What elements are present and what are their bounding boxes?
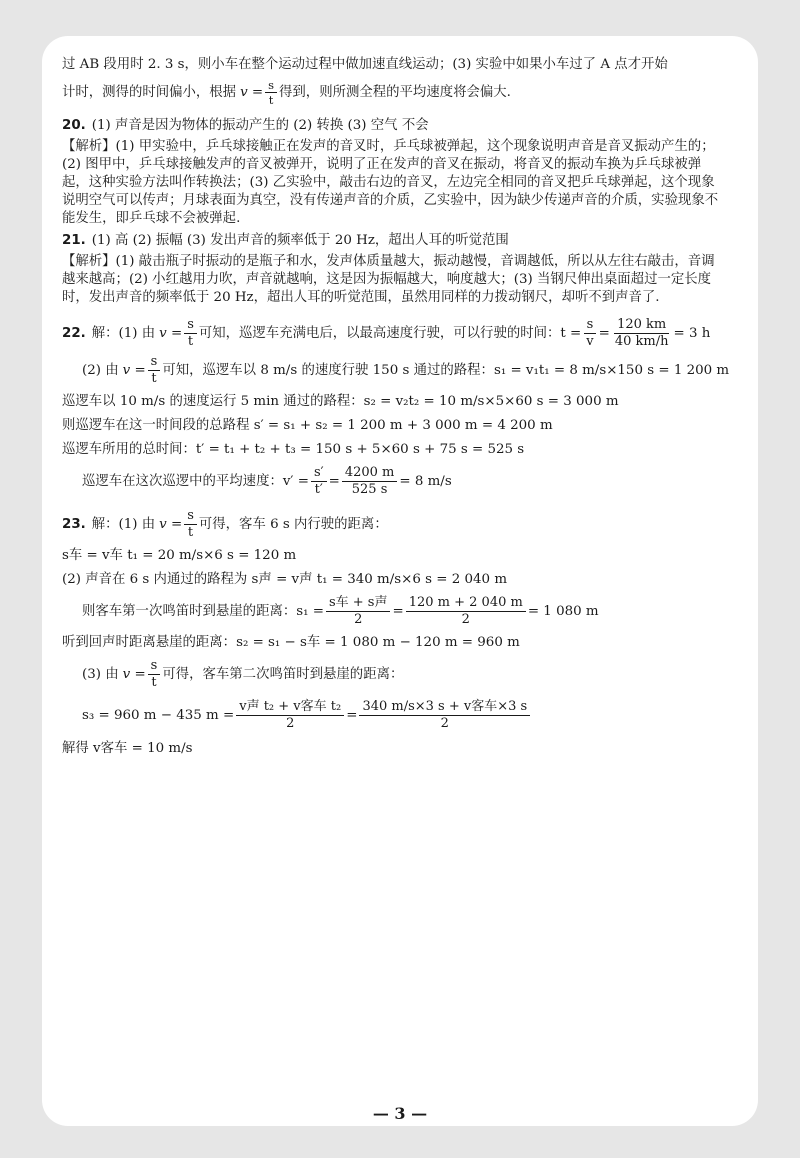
fraction: $\frac{4200 m}{525 s}$	[342, 465, 398, 498]
fraction: $\frac{\text{s车 + s声}}{2}$	[326, 595, 391, 628]
question-number: 20.	[62, 118, 86, 133]
fraction: $\frac{\text{v声 t₂ + v客车 t₂}}{2}$	[236, 699, 344, 732]
page-number: — 3 —	[372, 1104, 428, 1123]
analysis-text: 【解析】(1) 敲击瓶子时振动的是瓶子和水，发声体质量越大，振动越慢，音调越低，所以从左往右敲击，音调越来越高；(2) 小红越用力吹，声音就越响，这是因为振幅越大，响度越大；(3) 当钢尺伸出桌面超过一定长度时，发出声音的频率低于 20 Hz，超出人耳的听觉范围，虽然用同样的力拨动钢尺，却听不到声音了.	[62, 254, 715, 305]
fraction: $\frac{120 km}{40 km/h}$	[614, 317, 669, 349]
fraction: $\frac{s}{t}$	[184, 508, 197, 541]
fraction: $\frac{s}{t}$	[265, 78, 277, 107]
fraction: $\frac{s}{t}$	[148, 658, 161, 691]
fraction: $\frac{s}{t}$	[148, 354, 161, 387]
fraction: $\frac{s}{v}$	[583, 317, 596, 350]
question-number: 22.	[62, 325, 86, 341]
page-content	[62, 56, 730, 758]
question-22: 22. 解：(1) 由 v = $\frac{s}{t}$ 可知，巡逻车充满电后，以最高速度行驶，可以行驶的时间：t = $\frac{s}{v}$ = $\frac{120 km}{40 km/h}$ = 3 h (2) 由 v = $\frac{s}{t}$ 可知，巡逻车以 8 m/s 的速度行驶 150 s 通过的路程：s₁ = v₁t₁ = 8 m/s×150 s = 1 200 m 巡逻车以 10 m/s 的速度运行 5 min 通过的路程：s₂ = v₂t₂ = 10 m/s×5×60 s = 3 000 m 则巡逻车在这一时间段的总路程 s′ = s₁ + s₂ = 1 200 m + 3 000 m = 4 200 m 巡逻车所用的总时间：t′ = t₁ + t₂ + t₃ = 150 s + 5×60 s + 75 s = 525 s 巡逻车在这次巡逻中的平均速度：v′ = $\frac{s'}{t'}$ = $\frac{4200 m}{525 s}$ = 8 m/s	[62, 317, 730, 497]
question-20	[62, 117, 722, 228]
question-number: 21.	[62, 233, 86, 248]
answer-text: (1) 高 (2) 振幅 (3) 发出声音的频率低于 20 Hz，超出人耳的听觉范围	[91, 233, 509, 248]
prev-text-line1: 过 AB 段用时 2. 3 s，则小车在整个运动过程中做加速直线运动；(3) 实验中如果小车过了 A 点才开始	[62, 57, 668, 72]
answer-text: (1) 声音是因为物体的振动产生的 (2) 转换 (3) 空气 不会	[91, 118, 429, 133]
fraction: $\frac{s'}{t'}$	[311, 465, 327, 498]
question-21	[62, 232, 722, 307]
question-number: 23.	[62, 516, 86, 532]
prev-text-line2: 计时，测得的时间偏小，根据 v = $\frac{s}{t}$ 得到，则所测全程的平均速度将会偏大.	[62, 78, 511, 107]
fraction: $\frac{120 m + 2 040 m}{2}$	[406, 595, 526, 628]
fraction: $\frac{s}{t}$	[184, 317, 197, 350]
fraction: $\frac{\text{340 m/s×3 s + v客车×3 s}}{2}$	[359, 699, 530, 732]
analysis-text: 【解析】(1) 甲实验中，乒乓球接触正在发声的音叉时，乒乓球被弹起，这个现象说明声音是音叉振动产生的；(2) 图甲中，乒乓球接触发声的音叉被弹开，说明了正在发声的音叉在振动，将音叉的振动车换为乒乓球被弹起，这种实验方法叫作转换法；(3) 乙实验中，敲击右边的音叉，左边完全相同的音叉把乒乓球弹起，这个现象说明空气可以传声；月球表面为真空，没有传递声音的介质，乙实验中，因为缺少传递声音的介质，实验现象不能发生，即乒乓球不会被弹起.	[62, 139, 719, 226]
question-23: 23. 解：(1) 由 v = $\frac{s}{t}$ 可得，客车 6 s 内行驶的距离： s车 = v车 t₁ = 20 m/s×6 s = 120 m (2) 声音在 6 s 内通过的路程为 s声 = v声 t₁ = 340 m/s×6 s = 2 040 m 则客车第一次鸣笛时到悬崖的距离：s₁ = $\frac{\text{s车 + s声}}{2}$ = $\frac{120 m + 2 040 m}{2}$ = 1 080 m 听到回声时距离悬崖的距离：s₂ = s₁ − s车 = 1 080 m − 120 m = 960 m (3) 由 v = $\frac{s}{t}$ 可得，客车第二次鸣笛时到悬崖的距离： s₃ = 960 m − 435 m = $\frac{\text{v声 t₂ + v客车 t₂}}{2}$ = $\frac{\text{340 m/s×3 s + v客车×3 s}}{2}$ 解得 v客车 = 10 m/s	[62, 508, 599, 756]
